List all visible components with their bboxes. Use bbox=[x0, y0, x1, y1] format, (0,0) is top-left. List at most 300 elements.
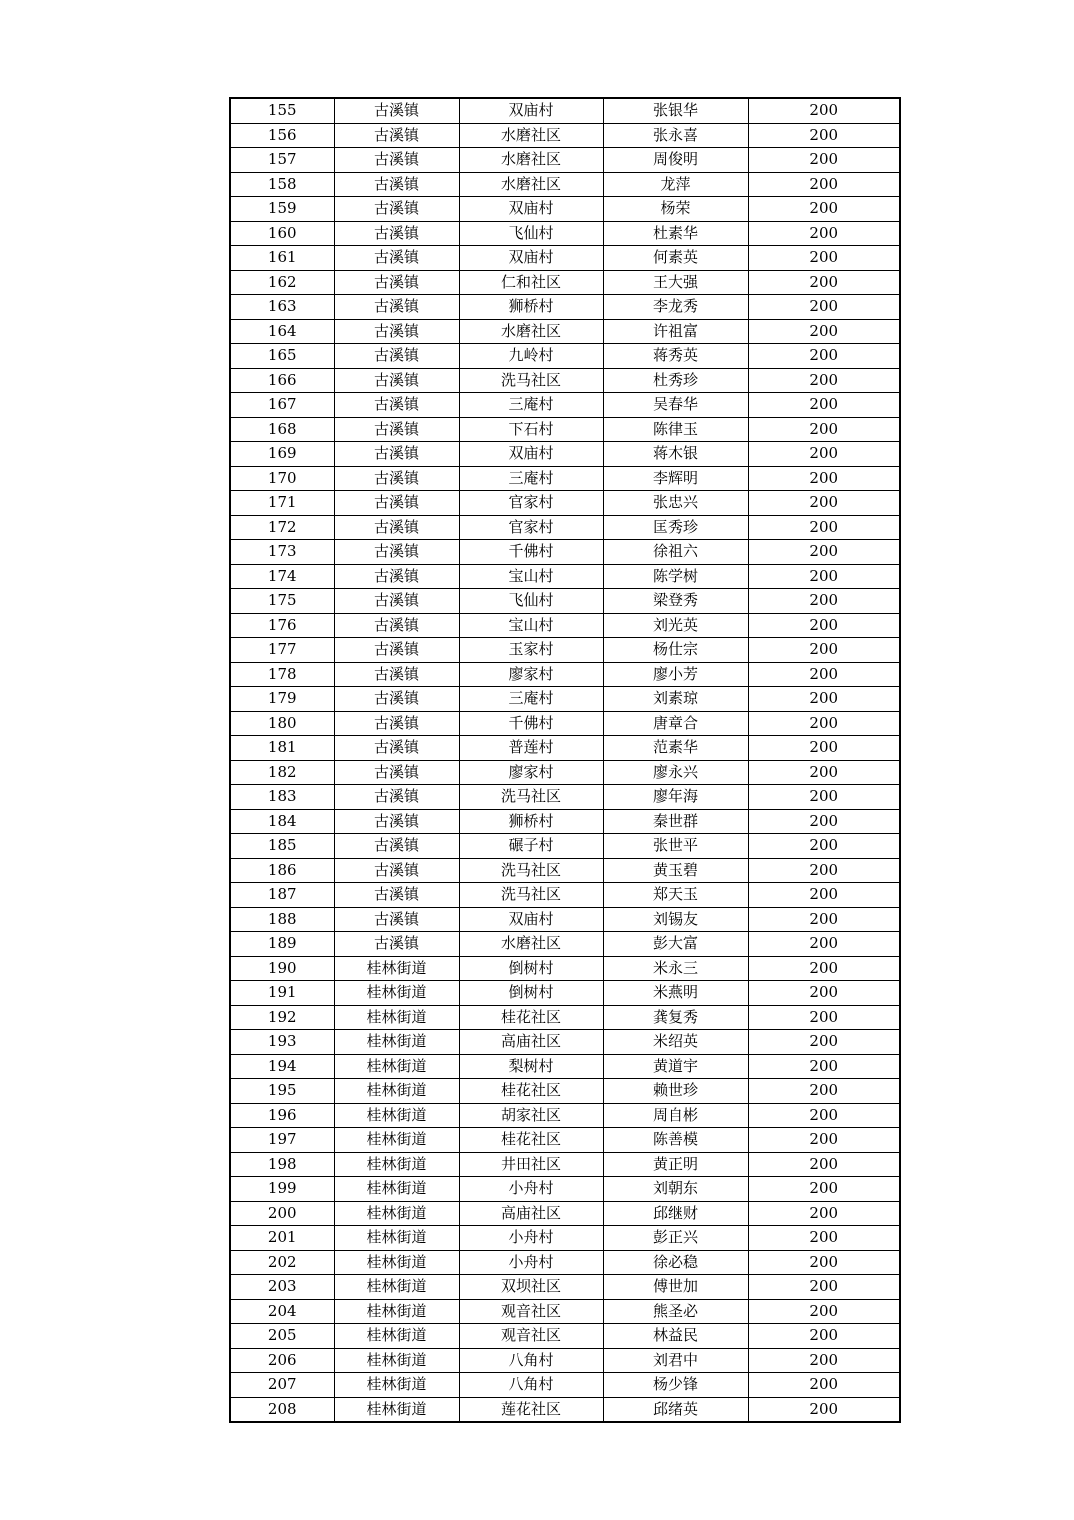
table-row bbox=[230, 638, 900, 663]
amount-cell: 200 bbox=[748, 687, 900, 712]
amount-cell: 200 bbox=[748, 491, 900, 516]
town-cell: 古溪镇 bbox=[334, 319, 459, 344]
table-row bbox=[230, 197, 900, 222]
row-number-cell: 208 bbox=[230, 1397, 334, 1422]
table-row bbox=[230, 491, 900, 516]
amount-cell: 200 bbox=[748, 981, 900, 1006]
village-cell: 八角村 bbox=[459, 1348, 603, 1373]
village-cell: 观音社区 bbox=[459, 1324, 603, 1349]
amount-cell: 200 bbox=[748, 1201, 900, 1226]
amount-cell: 200 bbox=[748, 344, 900, 369]
person-name-cell: 杜素华 bbox=[603, 221, 748, 246]
table-row bbox=[230, 1299, 900, 1324]
village-cell: 玉家村 bbox=[459, 638, 603, 663]
amount-cell: 200 bbox=[748, 1079, 900, 1104]
town-cell: 古溪镇 bbox=[334, 98, 459, 123]
person-name-cell: 何素英 bbox=[603, 246, 748, 271]
table-row bbox=[230, 1226, 900, 1251]
person-name-cell: 陈善模 bbox=[603, 1128, 748, 1153]
village-cell: 高庙社区 bbox=[459, 1201, 603, 1226]
table-row bbox=[230, 981, 900, 1006]
village-cell: 千佛村 bbox=[459, 711, 603, 736]
table-row bbox=[230, 834, 900, 859]
table-row bbox=[230, 295, 900, 320]
person-name-cell: 周自彬 bbox=[603, 1103, 748, 1128]
amount-cell: 200 bbox=[748, 1250, 900, 1275]
person-name-cell: 许祖富 bbox=[603, 319, 748, 344]
amount-cell: 200 bbox=[748, 785, 900, 810]
village-cell: 水磨社区 bbox=[459, 148, 603, 173]
row-number-cell: 177 bbox=[230, 638, 334, 663]
table-row bbox=[230, 1373, 900, 1398]
amount-cell: 200 bbox=[748, 907, 900, 932]
village-cell: 小舟村 bbox=[459, 1226, 603, 1251]
row-number-cell: 169 bbox=[230, 442, 334, 467]
row-number-cell: 163 bbox=[230, 295, 334, 320]
row-number-cell: 172 bbox=[230, 515, 334, 540]
person-name-cell: 黄道宇 bbox=[603, 1054, 748, 1079]
village-cell: 桂花社区 bbox=[459, 1128, 603, 1153]
row-number-cell: 157 bbox=[230, 148, 334, 173]
town-cell: 古溪镇 bbox=[334, 172, 459, 197]
town-cell: 古溪镇 bbox=[334, 466, 459, 491]
person-name-cell: 黄正明 bbox=[603, 1152, 748, 1177]
table-row bbox=[230, 858, 900, 883]
village-cell: 双坝社区 bbox=[459, 1275, 603, 1300]
row-number-cell: 202 bbox=[230, 1250, 334, 1275]
person-name-cell: 傅世加 bbox=[603, 1275, 748, 1300]
row-number-cell: 205 bbox=[230, 1324, 334, 1349]
row-number-cell: 196 bbox=[230, 1103, 334, 1128]
town-cell: 古溪镇 bbox=[334, 491, 459, 516]
village-cell: 宝山村 bbox=[459, 613, 603, 638]
town-cell: 古溪镇 bbox=[334, 393, 459, 418]
village-cell: 高庙社区 bbox=[459, 1030, 603, 1055]
person-name-cell: 刘光英 bbox=[603, 613, 748, 638]
table-row bbox=[230, 466, 900, 491]
row-number-cell: 191 bbox=[230, 981, 334, 1006]
amount-cell: 200 bbox=[748, 172, 900, 197]
person-name-cell: 陈律玉 bbox=[603, 417, 748, 442]
table-row bbox=[230, 246, 900, 271]
table-row bbox=[230, 393, 900, 418]
amount-cell: 200 bbox=[748, 270, 900, 295]
person-name-cell: 蒋木银 bbox=[603, 442, 748, 467]
person-name-cell: 张忠兴 bbox=[603, 491, 748, 516]
amount-cell: 200 bbox=[748, 1397, 900, 1422]
row-number-cell: 171 bbox=[230, 491, 334, 516]
row-number-cell: 173 bbox=[230, 540, 334, 565]
village-cell: 千佛村 bbox=[459, 540, 603, 565]
table-row bbox=[230, 736, 900, 761]
town-cell: 古溪镇 bbox=[334, 760, 459, 785]
row-number-cell: 185 bbox=[230, 834, 334, 859]
person-name-cell: 邱继财 bbox=[603, 1201, 748, 1226]
town-cell: 桂林街道 bbox=[334, 981, 459, 1006]
village-cell: 三庵村 bbox=[459, 466, 603, 491]
table-row bbox=[230, 1054, 900, 1079]
table-row bbox=[230, 172, 900, 197]
person-name-cell: 刘朝东 bbox=[603, 1177, 748, 1202]
table-row bbox=[230, 1030, 900, 1055]
amount-cell: 200 bbox=[748, 589, 900, 614]
village-cell: 双庙村 bbox=[459, 442, 603, 467]
row-number-cell: 160 bbox=[230, 221, 334, 246]
person-name-cell: 李龙秀 bbox=[603, 295, 748, 320]
town-cell: 古溪镇 bbox=[334, 123, 459, 148]
table-row bbox=[230, 1324, 900, 1349]
table-row bbox=[230, 1397, 900, 1422]
village-cell: 廖家村 bbox=[459, 760, 603, 785]
town-cell: 古溪镇 bbox=[334, 883, 459, 908]
row-number-cell: 207 bbox=[230, 1373, 334, 1398]
table-row bbox=[230, 564, 900, 589]
table-row bbox=[230, 1103, 900, 1128]
person-name-cell: 周俊明 bbox=[603, 148, 748, 173]
town-cell: 桂林街道 bbox=[334, 1177, 459, 1202]
row-number-cell: 200 bbox=[230, 1201, 334, 1226]
table-row bbox=[230, 1250, 900, 1275]
village-cell: 碾子村 bbox=[459, 834, 603, 859]
row-number-cell: 155 bbox=[230, 98, 334, 123]
village-cell: 飞仙村 bbox=[459, 589, 603, 614]
table-row bbox=[230, 319, 900, 344]
row-number-cell: 190 bbox=[230, 956, 334, 981]
amount-cell: 200 bbox=[748, 956, 900, 981]
amount-cell: 200 bbox=[748, 1324, 900, 1349]
village-cell: 桂花社区 bbox=[459, 1079, 603, 1104]
town-cell: 桂林街道 bbox=[334, 1201, 459, 1226]
town-cell: 古溪镇 bbox=[334, 589, 459, 614]
table-row bbox=[230, 760, 900, 785]
village-cell: 水磨社区 bbox=[459, 319, 603, 344]
town-cell: 桂林街道 bbox=[334, 1030, 459, 1055]
table-row bbox=[230, 1201, 900, 1226]
amount-cell: 200 bbox=[748, 1299, 900, 1324]
table-row bbox=[230, 270, 900, 295]
table-row bbox=[230, 148, 900, 173]
row-number-cell: 167 bbox=[230, 393, 334, 418]
amount-cell: 200 bbox=[748, 466, 900, 491]
amount-cell: 200 bbox=[748, 515, 900, 540]
table-row bbox=[230, 613, 900, 638]
village-cell: 狮桥村 bbox=[459, 295, 603, 320]
row-number-cell: 197 bbox=[230, 1128, 334, 1153]
village-cell: 水磨社区 bbox=[459, 172, 603, 197]
amount-cell: 200 bbox=[748, 711, 900, 736]
town-cell: 桂林街道 bbox=[334, 1226, 459, 1251]
person-name-cell: 刘君中 bbox=[603, 1348, 748, 1373]
amount-cell: 200 bbox=[748, 662, 900, 687]
amount-cell: 200 bbox=[748, 197, 900, 222]
table-row bbox=[230, 932, 900, 957]
roster-table bbox=[229, 97, 901, 1423]
row-number-cell: 201 bbox=[230, 1226, 334, 1251]
row-number-cell: 168 bbox=[230, 417, 334, 442]
table-row bbox=[230, 221, 900, 246]
row-number-cell: 180 bbox=[230, 711, 334, 736]
person-name-cell: 刘锡友 bbox=[603, 907, 748, 932]
table-row bbox=[230, 956, 900, 981]
amount-cell: 200 bbox=[748, 368, 900, 393]
amount-cell: 200 bbox=[748, 932, 900, 957]
amount-cell: 200 bbox=[748, 1152, 900, 1177]
person-name-cell: 廖年海 bbox=[603, 785, 748, 810]
town-cell: 桂林街道 bbox=[334, 1275, 459, 1300]
row-number-cell: 181 bbox=[230, 736, 334, 761]
village-cell: 双庙村 bbox=[459, 246, 603, 271]
table-row bbox=[230, 883, 900, 908]
row-number-cell: 162 bbox=[230, 270, 334, 295]
village-cell: 双庙村 bbox=[459, 98, 603, 123]
table-row bbox=[230, 711, 900, 736]
amount-cell: 200 bbox=[748, 319, 900, 344]
village-cell: 仁和社区 bbox=[459, 270, 603, 295]
row-number-cell: 161 bbox=[230, 246, 334, 271]
table-row bbox=[230, 1079, 900, 1104]
person-name-cell: 梁登秀 bbox=[603, 589, 748, 614]
row-number-cell: 184 bbox=[230, 809, 334, 834]
village-cell: 三庵村 bbox=[459, 393, 603, 418]
amount-cell: 200 bbox=[748, 834, 900, 859]
row-number-cell: 193 bbox=[230, 1030, 334, 1055]
table-row bbox=[230, 344, 900, 369]
village-cell: 水磨社区 bbox=[459, 932, 603, 957]
table-row bbox=[230, 589, 900, 614]
row-number-cell: 166 bbox=[230, 368, 334, 393]
row-number-cell: 158 bbox=[230, 172, 334, 197]
amount-cell: 200 bbox=[748, 1373, 900, 1398]
table-row bbox=[230, 1152, 900, 1177]
row-number-cell: 189 bbox=[230, 932, 334, 957]
town-cell: 桂林街道 bbox=[334, 1250, 459, 1275]
town-cell: 桂林街道 bbox=[334, 1348, 459, 1373]
person-name-cell: 郑天玉 bbox=[603, 883, 748, 908]
town-cell: 桂林街道 bbox=[334, 1299, 459, 1324]
village-cell: 莲花社区 bbox=[459, 1397, 603, 1422]
town-cell: 古溪镇 bbox=[334, 295, 459, 320]
village-cell: 观音社区 bbox=[459, 1299, 603, 1324]
village-cell: 九岭村 bbox=[459, 344, 603, 369]
table-row bbox=[230, 540, 900, 565]
person-name-cell: 廖小芳 bbox=[603, 662, 748, 687]
town-cell: 古溪镇 bbox=[334, 417, 459, 442]
person-name-cell: 吴春华 bbox=[603, 393, 748, 418]
town-cell: 古溪镇 bbox=[334, 613, 459, 638]
amount-cell: 200 bbox=[748, 148, 900, 173]
person-name-cell: 黄玉碧 bbox=[603, 858, 748, 883]
amount-cell: 200 bbox=[748, 1128, 900, 1153]
row-number-cell: 183 bbox=[230, 785, 334, 810]
town-cell: 古溪镇 bbox=[334, 834, 459, 859]
amount-cell: 200 bbox=[748, 540, 900, 565]
person-name-cell: 杨少锋 bbox=[603, 1373, 748, 1398]
town-cell: 古溪镇 bbox=[334, 442, 459, 467]
village-cell: 小舟村 bbox=[459, 1250, 603, 1275]
person-name-cell: 张银华 bbox=[603, 98, 748, 123]
person-name-cell: 彭大富 bbox=[603, 932, 748, 957]
table-row bbox=[230, 1177, 900, 1202]
village-cell: 官家村 bbox=[459, 491, 603, 516]
row-number-cell: 194 bbox=[230, 1054, 334, 1079]
town-cell: 古溪镇 bbox=[334, 246, 459, 271]
village-cell: 八角村 bbox=[459, 1373, 603, 1398]
town-cell: 古溪镇 bbox=[334, 809, 459, 834]
amount-cell: 200 bbox=[748, 1103, 900, 1128]
person-name-cell: 徐祖六 bbox=[603, 540, 748, 565]
amount-cell: 200 bbox=[748, 1275, 900, 1300]
town-cell: 古溪镇 bbox=[334, 221, 459, 246]
town-cell: 古溪镇 bbox=[334, 687, 459, 712]
town-cell: 桂林街道 bbox=[334, 1128, 459, 1153]
town-cell: 桂林街道 bbox=[334, 1005, 459, 1030]
village-cell: 飞仙村 bbox=[459, 221, 603, 246]
village-cell: 普莲村 bbox=[459, 736, 603, 761]
table-row bbox=[230, 123, 900, 148]
town-cell: 古溪镇 bbox=[334, 270, 459, 295]
person-name-cell: 蒋秀英 bbox=[603, 344, 748, 369]
row-number-cell: 188 bbox=[230, 907, 334, 932]
amount-cell: 200 bbox=[748, 564, 900, 589]
town-cell: 桂林街道 bbox=[334, 1152, 459, 1177]
row-number-cell: 175 bbox=[230, 589, 334, 614]
village-cell: 官家村 bbox=[459, 515, 603, 540]
row-number-cell: 164 bbox=[230, 319, 334, 344]
person-name-cell: 张世平 bbox=[603, 834, 748, 859]
amount-cell: 200 bbox=[748, 638, 900, 663]
row-number-cell: 195 bbox=[230, 1079, 334, 1104]
town-cell: 古溪镇 bbox=[334, 711, 459, 736]
village-cell: 下石村 bbox=[459, 417, 603, 442]
person-name-cell: 赖世珍 bbox=[603, 1079, 748, 1104]
village-cell: 倒树村 bbox=[459, 981, 603, 1006]
person-name-cell: 刘素琼 bbox=[603, 687, 748, 712]
amount-cell: 200 bbox=[748, 809, 900, 834]
row-number-cell: 159 bbox=[230, 197, 334, 222]
row-number-cell: 156 bbox=[230, 123, 334, 148]
person-name-cell: 龚复秀 bbox=[603, 1005, 748, 1030]
town-cell: 桂林街道 bbox=[334, 956, 459, 981]
person-name-cell: 米燕明 bbox=[603, 981, 748, 1006]
village-cell: 洗马社区 bbox=[459, 368, 603, 393]
village-cell: 双庙村 bbox=[459, 197, 603, 222]
person-name-cell: 范素华 bbox=[603, 736, 748, 761]
table-row bbox=[230, 1005, 900, 1030]
person-name-cell: 龙萍 bbox=[603, 172, 748, 197]
row-number-cell: 170 bbox=[230, 466, 334, 491]
person-name-cell: 廖永兴 bbox=[603, 760, 748, 785]
town-cell: 古溪镇 bbox=[334, 858, 459, 883]
person-name-cell: 唐章合 bbox=[603, 711, 748, 736]
amount-cell: 200 bbox=[748, 760, 900, 785]
village-cell: 井田社区 bbox=[459, 1152, 603, 1177]
village-cell: 小舟村 bbox=[459, 1177, 603, 1202]
table-row bbox=[230, 1128, 900, 1153]
amount-cell: 200 bbox=[748, 417, 900, 442]
row-number-cell: 176 bbox=[230, 613, 334, 638]
amount-cell: 200 bbox=[748, 1054, 900, 1079]
amount-cell: 200 bbox=[748, 858, 900, 883]
table-row bbox=[230, 417, 900, 442]
person-name-cell: 米永三 bbox=[603, 956, 748, 981]
table-row bbox=[230, 1348, 900, 1373]
person-name-cell: 张永喜 bbox=[603, 123, 748, 148]
table-row bbox=[230, 98, 900, 123]
amount-cell: 200 bbox=[748, 1348, 900, 1373]
town-cell: 古溪镇 bbox=[334, 638, 459, 663]
town-cell: 桂林街道 bbox=[334, 1054, 459, 1079]
village-cell: 洗马社区 bbox=[459, 883, 603, 908]
person-name-cell: 匡秀珍 bbox=[603, 515, 748, 540]
amount-cell: 200 bbox=[748, 1226, 900, 1251]
village-cell: 胡家社区 bbox=[459, 1103, 603, 1128]
town-cell: 古溪镇 bbox=[334, 515, 459, 540]
town-cell: 古溪镇 bbox=[334, 344, 459, 369]
amount-cell: 200 bbox=[748, 295, 900, 320]
person-name-cell: 杨荣 bbox=[603, 197, 748, 222]
town-cell: 桂林街道 bbox=[334, 1324, 459, 1349]
row-number-cell: 174 bbox=[230, 564, 334, 589]
row-number-cell: 204 bbox=[230, 1299, 334, 1324]
row-number-cell: 198 bbox=[230, 1152, 334, 1177]
person-name-cell: 李辉明 bbox=[603, 466, 748, 491]
table-row bbox=[230, 907, 900, 932]
village-cell: 洗马社区 bbox=[459, 785, 603, 810]
amount-cell: 200 bbox=[748, 442, 900, 467]
person-name-cell: 王大强 bbox=[603, 270, 748, 295]
village-cell: 倒树村 bbox=[459, 956, 603, 981]
row-number-cell: 192 bbox=[230, 1005, 334, 1030]
table-row bbox=[230, 368, 900, 393]
row-number-cell: 187 bbox=[230, 883, 334, 908]
town-cell: 古溪镇 bbox=[334, 932, 459, 957]
row-number-cell: 165 bbox=[230, 344, 334, 369]
amount-cell: 200 bbox=[748, 98, 900, 123]
table-row bbox=[230, 442, 900, 467]
person-name-cell: 杨仕宗 bbox=[603, 638, 748, 663]
amount-cell: 200 bbox=[748, 1030, 900, 1055]
town-cell: 古溪镇 bbox=[334, 540, 459, 565]
town-cell: 古溪镇 bbox=[334, 907, 459, 932]
table-row bbox=[230, 687, 900, 712]
amount-cell: 200 bbox=[748, 123, 900, 148]
row-number-cell: 182 bbox=[230, 760, 334, 785]
village-cell: 宝山村 bbox=[459, 564, 603, 589]
person-name-cell: 林益民 bbox=[603, 1324, 748, 1349]
town-cell: 古溪镇 bbox=[334, 736, 459, 761]
town-cell: 古溪镇 bbox=[334, 564, 459, 589]
amount-cell: 200 bbox=[748, 221, 900, 246]
person-name-cell: 邱绪英 bbox=[603, 1397, 748, 1422]
town-cell: 古溪镇 bbox=[334, 785, 459, 810]
row-number-cell: 179 bbox=[230, 687, 334, 712]
row-number-cell: 199 bbox=[230, 1177, 334, 1202]
amount-cell: 200 bbox=[748, 736, 900, 761]
amount-cell: 200 bbox=[748, 1005, 900, 1030]
town-cell: 桂林街道 bbox=[334, 1397, 459, 1422]
village-cell: 桂花社区 bbox=[459, 1005, 603, 1030]
roster-table-body bbox=[230, 98, 900, 1422]
row-number-cell: 206 bbox=[230, 1348, 334, 1373]
person-name-cell: 陈学树 bbox=[603, 564, 748, 589]
row-number-cell: 186 bbox=[230, 858, 334, 883]
amount-cell: 200 bbox=[748, 246, 900, 271]
village-cell: 双庙村 bbox=[459, 907, 603, 932]
person-name-cell: 米绍英 bbox=[603, 1030, 748, 1055]
amount-cell: 200 bbox=[748, 1177, 900, 1202]
town-cell: 古溪镇 bbox=[334, 662, 459, 687]
amount-cell: 200 bbox=[748, 613, 900, 638]
